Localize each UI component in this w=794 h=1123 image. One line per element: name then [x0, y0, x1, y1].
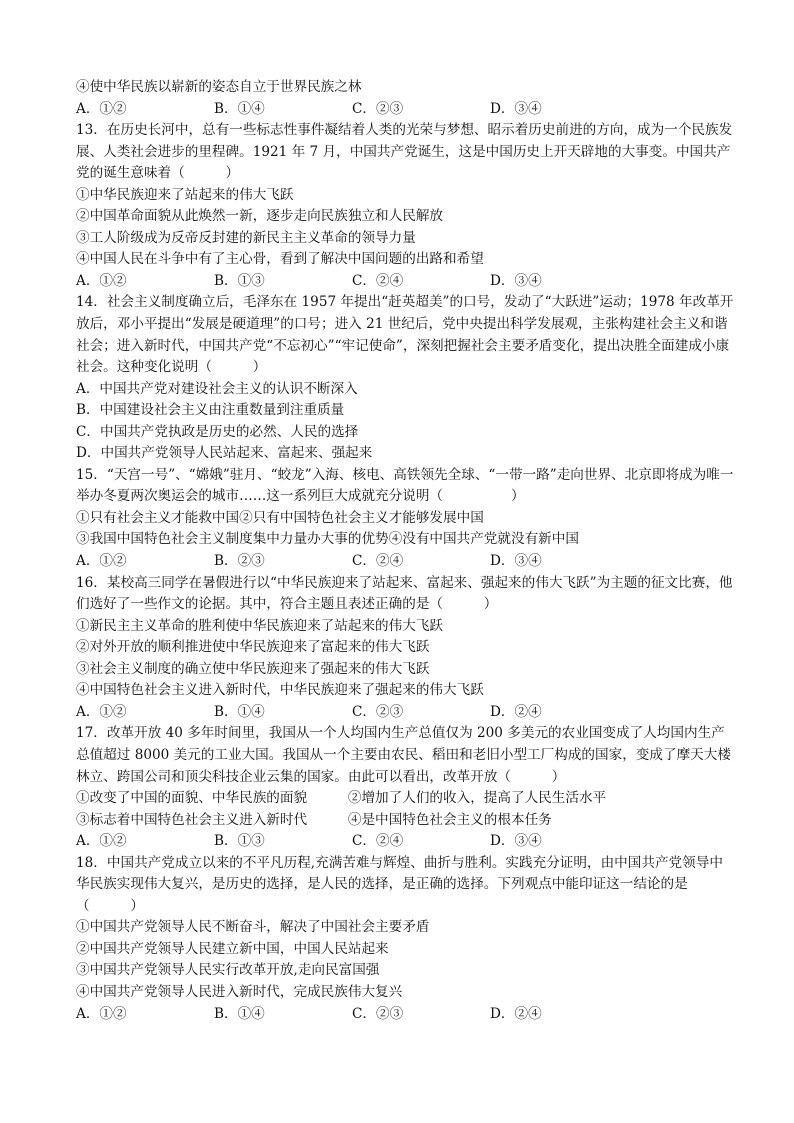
- question-13: [76, 120, 734, 292]
- q13-item-1: ①中华民族迎来了站起来的伟大飞跃: [76, 186, 294, 203]
- q16-stem: 16．某校高三同学在暑假进行以“中华民族迎来了站起来、富起来、强起来的伟大飞跃”为主题的征文比赛，他们选好了一些作文的论据。其中，符合主题且表述正确的是（ ）: [76, 574, 733, 613]
- q18-stem: 18．中国共产党成立以来的不平凡历程,充满苦难与辉煌、曲折与胜利。实践充分证明，由中国共产党领导中华民族实现伟大复兴，是历史的选择，是人民的选择，是正确的选择。下列观点中能印证这一结论的是（ ）: [76, 854, 723, 914]
- q12-choice-c: C．②③: [352, 100, 404, 117]
- q14-choice-c: C．中国共产党执政是历史的必然、人民的选择: [76, 423, 359, 440]
- q16-choice-d: D．②④: [490, 703, 542, 720]
- q18-choice-b: B．①④: [214, 1005, 265, 1022]
- question-14: [76, 292, 734, 464]
- q14-choice-d: D．中国共产党领导人民站起来、富起来、强起来: [76, 445, 373, 462]
- q18-item-3: ③中国共产党领导人民实行改革开放,走向民富国强: [76, 962, 380, 979]
- q13-choice-d: D．③④: [490, 272, 542, 289]
- q17-choice-b: B．①③: [214, 833, 265, 850]
- q16-item-1: ①新民主主义革命的胜利使中华民族迎来了站起来的伟大飞跃: [76, 617, 444, 634]
- q15-choice-a: A．①②: [76, 553, 127, 570]
- q13-stem: 13．在历史长河中，总有一些标志性事件凝结着人类的光荣与梦想、昭示着历史前进的方向，成为一个民族发展、人类社会进步的里程碑。1921 年 7 月，中国共产党诞生，这是中国历史上开天辟地的大事变。中国共产党的诞生意味着（ ）: [76, 122, 733, 182]
- q15-stem: 15．“天宫一号”、“嫦娥”驻月、“蛟龙”入海、核电、高铁领先全球、“一带一路”走向世界、北京即将成为唯一举办冬夏两次奥运会的城市……这一系列巨大成就充分说明（ ）: [76, 466, 734, 505]
- q12-answer-choices: [76, 99, 734, 121]
- q13-answer-choices: [76, 271, 734, 293]
- q16-choice-c: C．②③: [352, 703, 404, 720]
- q18-item-1: ①中国共产党领导人民不断奋斗，解决了中国社会主要矛盾: [76, 919, 430, 936]
- q18-choice-d: D．②④: [490, 1005, 542, 1022]
- q16-choice-b: B．①④: [214, 703, 265, 720]
- q18-item-4: ④中国共产党领导人民进入新时代，完成民族伟大复兴: [76, 983, 403, 1000]
- q17-choice-c: C．②④: [352, 833, 404, 850]
- q12-choice-d: D．③④: [490, 100, 542, 117]
- q12-option-4: ④使中华民族以崭新的姿态自立于世界民族之林: [76, 79, 362, 95]
- q16-answer-choices: [76, 702, 734, 724]
- q16-choice-a: A．①②: [76, 703, 127, 720]
- q16-item-3: ③社会主义制度的确立使中华民族迎来了强起来的伟大飞跃: [76, 660, 430, 677]
- q16-item-4: ④中国特色社会主义进入新时代，中华民族迎来了强起来的伟大飞跃: [76, 682, 484, 699]
- q18-choice-c: C．②③: [352, 1005, 404, 1022]
- q18-choice-a: A．①②: [76, 1005, 127, 1022]
- question-16: [76, 573, 734, 724]
- q13-choice-a: A．①②: [76, 272, 127, 289]
- question-18: [76, 853, 734, 1025]
- q17-answer-choices: [76, 831, 734, 853]
- q15-choice-c: C．②④: [352, 553, 404, 570]
- q17-choice-d: D．③④: [490, 833, 542, 850]
- q15-answer-choices: [76, 551, 734, 573]
- q18-item-2: ②中国共产党领导人民建立新中国，中国人民站起来: [76, 940, 389, 957]
- q13-item-2: ②中国革命面貌从此焕然一新，逐步走向民族独立和人民解放: [76, 208, 444, 225]
- q12-choice-b: B．①④: [214, 100, 265, 117]
- q17-items-3-4: ③标志着中国特色社会主义进入新时代 ④是中国特色社会主义的根本任务: [76, 811, 552, 828]
- q15-choice-b: B．②③: [214, 553, 265, 570]
- question-15: [76, 465, 734, 573]
- q17-choice-a: A．①②: [76, 833, 127, 850]
- q14-choice-b: B．中国建设社会主义由注重数量到注重质量: [76, 402, 345, 419]
- q18-answer-choices: [76, 1004, 734, 1026]
- q14-stem: 14．社会主义制度确立后，毛泽东在 1957 年提出“赶英超美”的口号，发动了“大跃进”运动；1978 年改革开放后，邓小平提出“发展是硬道理”的口号；进入 21 世纪后，党中央提出科学发展观，主张构建社会主义和谐社会；进入新时代，中国共产党“不忘初心”“牢记使命”，深刻把握社会主要矛盾变化，提出决胜全面建成小康社会。这种变化说明（ ）: [76, 294, 734, 376]
- q13-choice-b: B．①③: [214, 272, 265, 289]
- q16-item-2: ②对外开放的顺利推进使中华民族迎来了富起来的伟大飞跃: [76, 639, 430, 656]
- q13-item-4: ④中国人民在斗争中有了主心骨，看到了解决中国问题的出路和希望: [76, 251, 484, 268]
- question-17: [76, 723, 734, 852]
- q13-item-3: ③工人阶级成为反帝反封建的新民主主义革命的领导力量: [76, 229, 416, 246]
- q14-choice-a: A．中国共产党对建设社会主义的认识不断深入: [76, 380, 358, 397]
- q17-items-1-2: ①改变了中国的面貌、中华民族的面貌 ②增加了人们的收入，提高了人民生活水平: [76, 790, 607, 807]
- q15-items-1-2: ①只有社会主义才能救中国②只有中国特色社会主义才能够发展中国: [76, 509, 484, 526]
- q17-stem: 17．改革开放 40 多年时间里，我国从一个人均国内生产总值仅为 200 多美元的农业国变成了人均国内生产总值超过 8000 美元的工业大国。我国从一个主要由农民、稻田和老旧小型工厂构成的国家，变成了摩天大楼林立、跨国公司和顶尖科技企业云集的国家。由此可以看出，改革开放（ ）: [76, 725, 731, 785]
- q12-choice-a: A．①②: [76, 100, 127, 117]
- q15-items-3-4: ③我国中国特色社会主义制度集中力量办大事的优势④没有中国共产党就没有新中国: [76, 531, 579, 548]
- q15-choice-d: D．③④: [490, 553, 542, 570]
- q13-choice-c: C．②④: [352, 272, 404, 289]
